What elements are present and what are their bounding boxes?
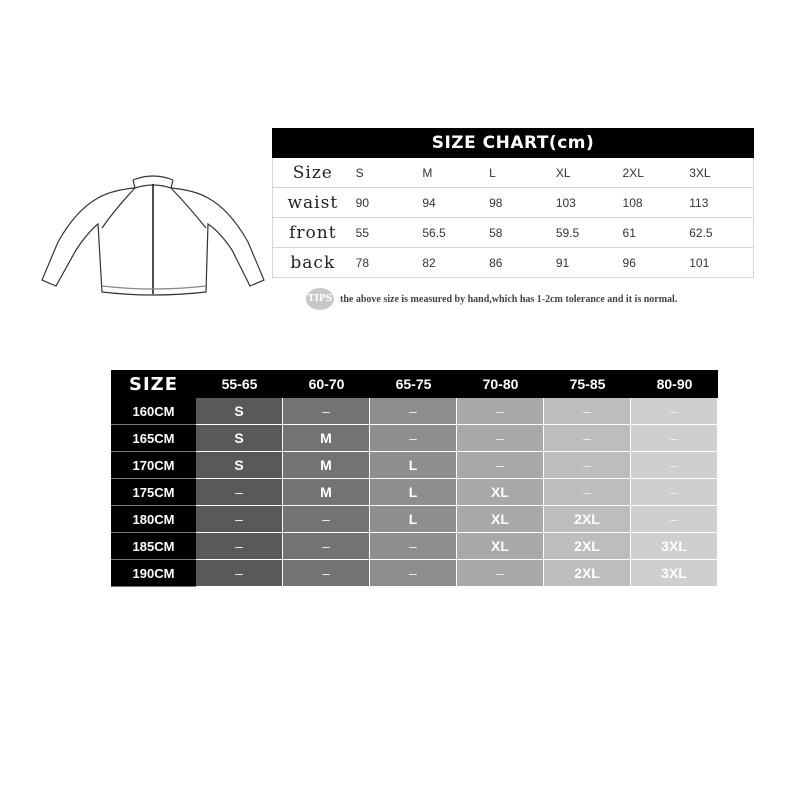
fit-grid-body bbox=[111, 398, 718, 587]
jacket-illustration bbox=[36, 168, 266, 298]
fit-grid-header bbox=[111, 370, 718, 398]
fit-grid-row bbox=[111, 533, 718, 560]
measurement-cell: XL bbox=[555, 165, 571, 180]
measurement-cell: 90 bbox=[355, 195, 370, 210]
fit-grid-cell: – bbox=[631, 425, 718, 452]
measurement-cell: 91 bbox=[555, 255, 570, 270]
fit-grid-cell: L bbox=[370, 479, 457, 506]
height-label: 165CM bbox=[111, 425, 196, 452]
fit-grid-cell: – bbox=[370, 425, 457, 452]
fit-grid-cell: 3XL bbox=[631, 533, 718, 560]
fit-grid-cell: – bbox=[544, 452, 631, 479]
fit-grid-cell: L bbox=[370, 452, 457, 479]
measurement-row bbox=[273, 248, 753, 278]
fit-grid-cell: – bbox=[370, 398, 457, 425]
fit-grid-cell: M bbox=[283, 479, 370, 506]
fit-grid-row bbox=[111, 425, 718, 452]
fit-grid-cell: – bbox=[631, 398, 718, 425]
tips-note bbox=[306, 286, 756, 312]
height-label: 180CM bbox=[111, 506, 196, 533]
measurement-row bbox=[273, 158, 753, 188]
measurement-row-label: Size bbox=[292, 162, 333, 183]
measurement-row-label: back bbox=[290, 252, 336, 273]
measurement-cell: 113 bbox=[689, 195, 709, 210]
fit-grid-cell: XL bbox=[457, 506, 544, 533]
measurement-cell: 103 bbox=[555, 195, 576, 210]
fit-grid-cell: 2XL bbox=[544, 506, 631, 533]
height-label: 190CM bbox=[111, 560, 196, 587]
measurement-chart-body bbox=[272, 158, 754, 278]
measurement-cell: S bbox=[355, 165, 364, 180]
measurement-cell: L bbox=[489, 165, 496, 180]
measurement-cell: 55 bbox=[355, 225, 370, 240]
weight-range-header: 65-75 bbox=[395, 376, 432, 392]
measurement-cell: 108 bbox=[622, 195, 643, 210]
fit-grid-cell: – bbox=[283, 506, 370, 533]
measurement-cell: 94 bbox=[422, 195, 436, 210]
fit-grid-cell: S bbox=[196, 452, 283, 479]
fit-grid-row bbox=[111, 506, 718, 533]
fit-grid-cell: – bbox=[457, 560, 544, 587]
height-label: 185CM bbox=[111, 533, 196, 560]
fit-grid-row bbox=[111, 560, 718, 587]
fit-grid-cell: – bbox=[196, 560, 283, 587]
measurement-row bbox=[273, 218, 753, 248]
height-label: 170CM bbox=[111, 452, 196, 479]
measurement-row-label: waist bbox=[287, 192, 339, 213]
fit-grid-cell: S bbox=[196, 425, 283, 452]
measurement-cell: 2XL bbox=[622, 165, 644, 180]
measurement-chart bbox=[272, 128, 754, 278]
fit-grid-cell: XL bbox=[457, 533, 544, 560]
weight-range-header: 60-70 bbox=[308, 376, 345, 392]
fit-grid-cell: – bbox=[544, 398, 631, 425]
measurement-cell: 58 bbox=[489, 225, 503, 240]
measurement-cell: 3XL bbox=[689, 165, 711, 180]
fit-grid-cell: – bbox=[283, 533, 370, 560]
fit-grid-cell: 3XL bbox=[631, 560, 718, 587]
measurement-cell: 56.5 bbox=[422, 225, 446, 240]
measurement-cell: 98 bbox=[489, 195, 503, 210]
measurement-cell: 82 bbox=[422, 255, 436, 270]
fit-grid-row bbox=[111, 452, 718, 479]
weight-range-header: 55-65 bbox=[221, 376, 258, 392]
fit-grid-cell: – bbox=[631, 479, 718, 506]
fit-grid-cell: L bbox=[370, 506, 457, 533]
measurement-cell: 86 bbox=[489, 255, 503, 270]
measurement-chart-title: SIZE CHART(cm) bbox=[272, 128, 754, 158]
weight-range-header: 70-80 bbox=[482, 376, 519, 392]
fit-grid-cell: – bbox=[283, 560, 370, 587]
fit-grid-cell: XL bbox=[457, 479, 544, 506]
tips-badge-icon: TIPS bbox=[306, 288, 334, 310]
fit-grid-cell: – bbox=[196, 533, 283, 560]
fit-grid-cell: – bbox=[283, 398, 370, 425]
fit-grid-row bbox=[111, 398, 718, 425]
fit-grid-cell: – bbox=[544, 425, 631, 452]
fit-grid-row bbox=[111, 479, 718, 506]
tips-text: the above size is measured by hand,which has 1-2cm tolerance and it is normal. bbox=[340, 293, 678, 305]
fit-grid-cell: – bbox=[196, 479, 283, 506]
size-fit-grid bbox=[111, 370, 718, 587]
fit-grid-cell: 2XL bbox=[544, 560, 631, 587]
fit-grid-corner-label: SIZE bbox=[128, 373, 178, 395]
measurement-cell: 78 bbox=[355, 255, 370, 270]
height-label: 160CM bbox=[111, 398, 196, 425]
fit-grid-cell: – bbox=[457, 398, 544, 425]
fit-grid-cell: – bbox=[370, 560, 457, 587]
fit-grid-cell: – bbox=[631, 506, 718, 533]
measurement-cell: 59.5 bbox=[555, 225, 580, 240]
measurement-cell: 62.5 bbox=[689, 225, 713, 240]
fit-grid-cell: S bbox=[196, 398, 283, 425]
measurement-cell: 96 bbox=[622, 255, 636, 270]
fit-grid-cell: – bbox=[631, 452, 718, 479]
weight-range-header: 75-85 bbox=[569, 376, 606, 392]
fit-grid-cell: M bbox=[283, 425, 370, 452]
measurement-cell: 101 bbox=[689, 255, 710, 270]
fit-grid-cell: – bbox=[370, 533, 457, 560]
height-label: 175CM bbox=[111, 479, 196, 506]
fit-grid-cell: – bbox=[457, 452, 544, 479]
measurement-cell: 61 bbox=[622, 225, 636, 240]
fit-grid-cell: 2XL bbox=[544, 533, 631, 560]
measurement-cell: M bbox=[422, 165, 433, 180]
measurement-row-label: front bbox=[289, 222, 337, 243]
fit-grid-cell: – bbox=[544, 479, 631, 506]
fit-grid-cell: – bbox=[196, 506, 283, 533]
fit-grid-cell: M bbox=[283, 452, 370, 479]
measurement-row bbox=[273, 188, 753, 218]
weight-range-header: 80-90 bbox=[656, 376, 693, 392]
fit-grid-cell: – bbox=[457, 425, 544, 452]
